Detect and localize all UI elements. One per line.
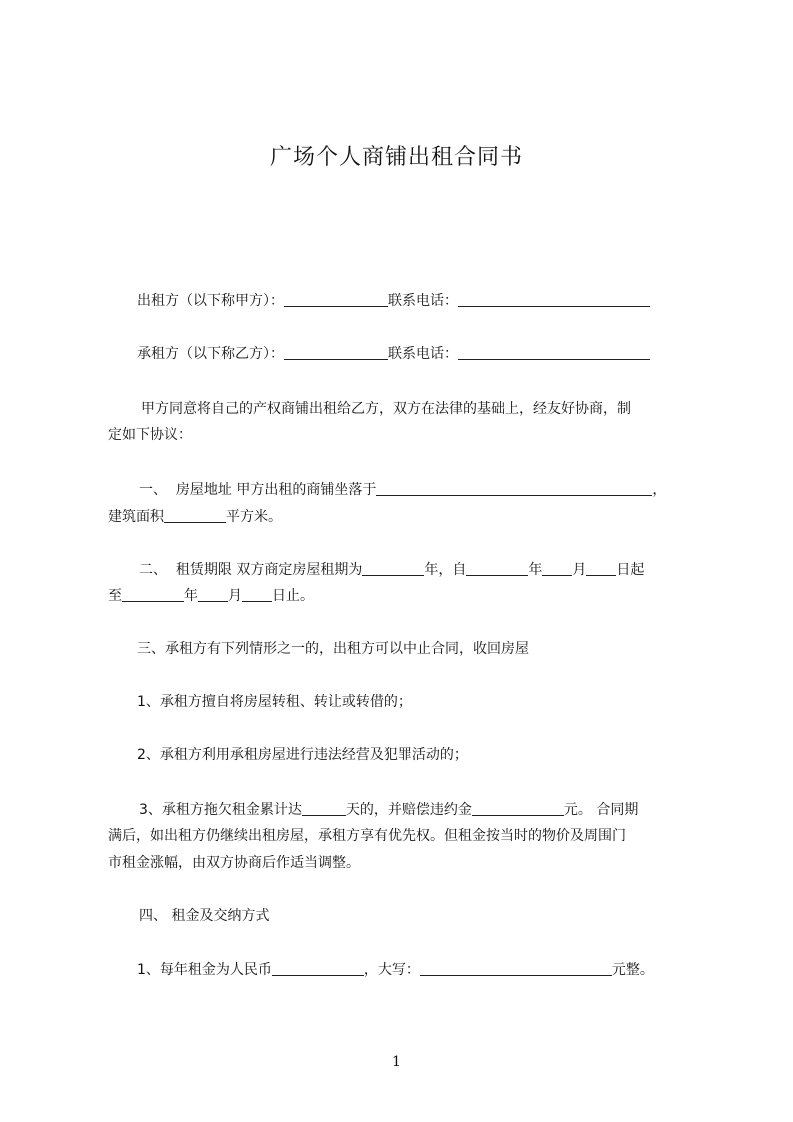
lessor-line xyxy=(137,287,650,315)
lessor-phone-blank xyxy=(458,290,650,307)
end-month-unit: 月 xyxy=(228,588,242,604)
rent-unit: 元整。 xyxy=(611,962,654,978)
start-month-blank xyxy=(542,559,572,576)
section-1-line-1 xyxy=(139,476,666,504)
section-2-number: 二、 xyxy=(139,562,167,578)
rent-in-words-label: ，大写： xyxy=(363,962,420,978)
end-year-unit: 年 xyxy=(184,588,198,604)
end-year-blank xyxy=(122,585,184,602)
section-1-number: 一、 xyxy=(139,482,167,498)
lease-term-label: 租赁期限 双方商定房屋租期为 xyxy=(175,562,363,578)
intro-line-2: 定如下协议： xyxy=(108,427,192,443)
address-blank xyxy=(376,479,652,496)
section-3-item-3-line-2: 满后，如出租方仍继续出租房屋，承租方享有优先权。但租金按当时的物价及周围门 xyxy=(108,828,626,844)
lessee-phone-blank xyxy=(458,343,650,360)
area-unit: 平方米。 xyxy=(226,509,282,525)
start-day-blank xyxy=(586,559,616,576)
section-3-item-3-line-1 xyxy=(139,796,638,824)
lessee-line xyxy=(137,340,650,368)
lessor-label: 出租方（以下称甲方）： xyxy=(137,293,284,309)
start-year-unit: 年 xyxy=(528,562,543,578)
section-1-comma: ， xyxy=(652,482,667,498)
end-day-unit: 日止。 xyxy=(272,588,314,604)
section-2-line-1 xyxy=(139,556,644,584)
page-number: 1 xyxy=(392,1054,401,1070)
document-title: 广场个人商铺出租合同书 xyxy=(269,145,523,170)
section-1-line-2 xyxy=(108,503,282,531)
start-day-unit: 日起 xyxy=(616,562,645,578)
annual-rent-label: 1、每年租金为人民币 xyxy=(137,962,272,978)
lessor-name-blank xyxy=(284,290,388,307)
section-3-item-3-line-3: 市租金涨幅，由双方协商后作适当调整。 xyxy=(108,855,360,871)
section-3-item-2: 2、承租方利用承租房屋进行违法经营及犯罪活动的； xyxy=(137,747,468,763)
section-4-item-1 xyxy=(137,956,654,984)
start-month-unit: 月 xyxy=(572,562,587,578)
arrears-label: 3、承租方拖欠租金累计达 xyxy=(139,802,302,818)
lessee-phone-label: 联系电话： xyxy=(388,346,458,362)
section-1-address-label: 房屋地址 甲方出租的商铺坐落于 xyxy=(175,482,377,498)
intro-line-1: 甲方同意将自己的产权商铺出租给乙方，双方在法律的基础上，经友好协商，制 xyxy=(141,401,631,417)
end-day-blank xyxy=(242,585,272,602)
area-blank xyxy=(164,506,226,523)
penalty-unit-and-contract-term: 元。 合同期 xyxy=(563,802,639,818)
penalty-amount-blank xyxy=(472,799,564,816)
lessee-label: 承租方（以下称乙方）： xyxy=(137,346,284,362)
rent-in-words-blank xyxy=(420,959,612,976)
section-3-item-1: 1、承租方擅自将房屋转租、转让或转借的； xyxy=(137,694,412,710)
section-2-line-2 xyxy=(108,582,314,610)
lessor-phone-label: 联系电话： xyxy=(388,293,458,309)
section-4-heading: 四、 租金及交纳方式 xyxy=(139,908,270,924)
end-month-blank xyxy=(198,585,228,602)
lessee-name-blank xyxy=(284,343,388,360)
from-label: ，自 xyxy=(438,562,467,578)
penalty-label: 天的，并赔偿违约金 xyxy=(345,802,472,818)
section-3-heading: 三、承租方有下列情形之一的，出租方可以中止合同，收回房屋 xyxy=(137,641,529,657)
arrears-days-blank xyxy=(302,799,346,816)
area-label: 建筑面积 xyxy=(108,509,164,525)
to-label: 至 xyxy=(108,588,122,604)
lease-years-blank xyxy=(362,559,424,576)
start-year-blank xyxy=(466,559,528,576)
annual-rent-blank xyxy=(272,959,364,976)
year-unit: 年 xyxy=(424,562,439,578)
